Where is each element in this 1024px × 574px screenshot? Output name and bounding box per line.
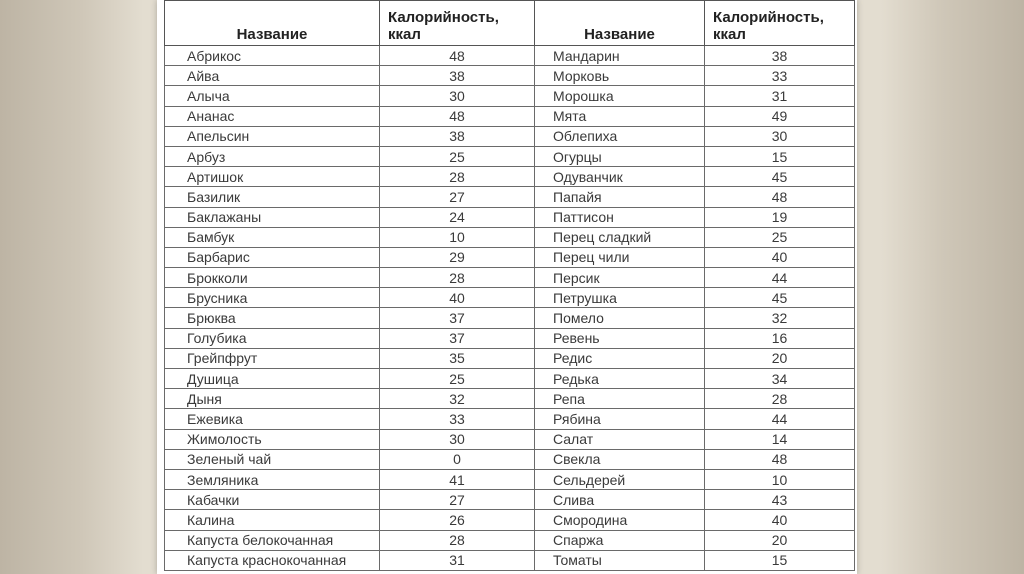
- left-calories-cell: 48: [380, 46, 535, 66]
- right-calories-cell: 40: [705, 510, 855, 530]
- left-name-cell: Барбарис: [165, 247, 380, 267]
- right-name-cell: Мята: [535, 106, 705, 126]
- left-name-cell: Баклажаны: [165, 207, 380, 227]
- right-calories-cell: 25: [705, 227, 855, 247]
- right-calories-cell: 44: [705, 409, 855, 429]
- right-calories-cell: 20: [705, 530, 855, 550]
- table-row: [165, 187, 855, 207]
- left-name-cell: Айва: [165, 66, 380, 86]
- right-name-cell: Папайя: [535, 187, 705, 207]
- left-calories-cell: 41: [380, 469, 535, 489]
- left-name-cell: Базилик: [165, 187, 380, 207]
- table-row: [165, 469, 855, 489]
- left-calories-cell: 40: [380, 288, 535, 308]
- right-name-cell: Спаржа: [535, 530, 705, 550]
- right-calories-cell: 32: [705, 308, 855, 328]
- table-row: [165, 106, 855, 126]
- table-row: [165, 207, 855, 227]
- table-row: [165, 530, 855, 550]
- left-calories-cell: 32: [380, 389, 535, 409]
- right-name-cell: Репа: [535, 389, 705, 409]
- right-name-cell: Томаты: [535, 550, 705, 570]
- right-name-cell: Перец чили: [535, 247, 705, 267]
- left-name-cell: Ежевика: [165, 409, 380, 429]
- right-calories-cell: 43: [705, 490, 855, 510]
- right-name-cell: Салат: [535, 429, 705, 449]
- left-name-cell: Брюква: [165, 308, 380, 328]
- left-name-cell: Зеленый чай: [165, 449, 380, 469]
- right-name-cell: Морковь: [535, 66, 705, 86]
- table-row: [165, 146, 855, 166]
- left-calories-cell: 25: [380, 146, 535, 166]
- left-name-cell: Капуста белокочанная: [165, 530, 380, 550]
- left-calories-cell: 28: [380, 530, 535, 550]
- right-calories-cell: 48: [705, 187, 855, 207]
- table-row: [165, 66, 855, 86]
- right-name-cell: Перец сладкий: [535, 227, 705, 247]
- left-name-cell: Абрикос: [165, 46, 380, 66]
- left-calories-cell: 25: [380, 369, 535, 389]
- right-calories-cell: 14: [705, 429, 855, 449]
- left-calories-cell: 33: [380, 409, 535, 429]
- table-row: [165, 308, 855, 328]
- table-row: [165, 227, 855, 247]
- left-name-cell: Алыча: [165, 86, 380, 106]
- right-calories-cell: 15: [705, 146, 855, 166]
- right-calories-cell: 30: [705, 126, 855, 146]
- right-calories-cell: 49: [705, 106, 855, 126]
- left-calories-cell: 38: [380, 126, 535, 146]
- right-calories-cell: 44: [705, 268, 855, 288]
- left-calories-cell: 28: [380, 167, 535, 187]
- right-name-cell: Редис: [535, 348, 705, 368]
- right-name-cell: Сельдерей: [535, 469, 705, 489]
- table-row: [165, 328, 855, 348]
- table-row: [165, 288, 855, 308]
- right-calories-cell: 19: [705, 207, 855, 227]
- right-name-cell: Огурцы: [535, 146, 705, 166]
- right-name-cell: Свекла: [535, 449, 705, 469]
- right-calories-cell: 31: [705, 86, 855, 106]
- right-name-cell: Смородина: [535, 510, 705, 530]
- left-name-cell: Капуста краснокочанная: [165, 550, 380, 570]
- left-calories-cell: 28: [380, 268, 535, 288]
- left-calories-cell: 38: [380, 66, 535, 86]
- table-header: [165, 1, 855, 46]
- slide-sheet: [157, 0, 857, 574]
- table-row: [165, 510, 855, 530]
- table-row: [165, 369, 855, 389]
- left-name-cell: Голубика: [165, 328, 380, 348]
- header-row: [165, 1, 855, 46]
- left-name-cell: Калина: [165, 510, 380, 530]
- right-calories-cell: 16: [705, 328, 855, 348]
- right-name-cell: Редька: [535, 369, 705, 389]
- right-calories-cell: 15: [705, 550, 855, 570]
- left-calories-cell: 30: [380, 86, 535, 106]
- left-calories-cell: 29: [380, 247, 535, 267]
- left-name-cell: Грейпфрут: [165, 348, 380, 368]
- right-name-cell: Ревень: [535, 328, 705, 348]
- right-name-cell: Мандарин: [535, 46, 705, 66]
- right-calories-cell: 48: [705, 449, 855, 469]
- right-calories-cell: 28: [705, 389, 855, 409]
- left-name-cell: Ананас: [165, 106, 380, 126]
- right-calories-cell: 34: [705, 369, 855, 389]
- right-name-cell: Персик: [535, 268, 705, 288]
- right-calories-cell: 40: [705, 247, 855, 267]
- table-body: [165, 46, 855, 571]
- left-calories-cell: 26: [380, 510, 535, 530]
- column-header-calories-right: Калорийность, ккал: [705, 1, 855, 46]
- left-name-cell: Земляника: [165, 469, 380, 489]
- left-calories-cell: 0: [380, 449, 535, 469]
- right-name-cell: Одуванчик: [535, 167, 705, 187]
- left-calories-cell: 27: [380, 187, 535, 207]
- left-name-cell: Кабачки: [165, 490, 380, 510]
- left-name-cell: Душица: [165, 369, 380, 389]
- left-name-cell: Жимолость: [165, 429, 380, 449]
- right-calories-cell: 10: [705, 469, 855, 489]
- table-row: [165, 550, 855, 570]
- left-name-cell: Брокколи: [165, 268, 380, 288]
- table-row: [165, 429, 855, 449]
- right-name-cell: Петрушка: [535, 288, 705, 308]
- right-name-cell: Помело: [535, 308, 705, 328]
- left-calories-cell: 37: [380, 308, 535, 328]
- right-calories-cell: 45: [705, 167, 855, 187]
- left-calories-cell: 35: [380, 348, 535, 368]
- column-header-name-left: Название: [165, 1, 380, 46]
- right-calories-cell: 38: [705, 46, 855, 66]
- left-calories-cell: 27: [380, 490, 535, 510]
- table-row: [165, 409, 855, 429]
- left-name-cell: Апельсин: [165, 126, 380, 146]
- right-calories-cell: 33: [705, 66, 855, 86]
- right-name-cell: Рябина: [535, 409, 705, 429]
- table-row: [165, 167, 855, 187]
- right-name-cell: Паттисон: [535, 207, 705, 227]
- table-row: [165, 268, 855, 288]
- right-calories-cell: 20: [705, 348, 855, 368]
- left-calories-cell: 37: [380, 328, 535, 348]
- left-name-cell: Арбуз: [165, 146, 380, 166]
- left-calories-cell: 24: [380, 207, 535, 227]
- table-row: [165, 490, 855, 510]
- left-name-cell: Брусника: [165, 288, 380, 308]
- table-row: [165, 348, 855, 368]
- table-row: [165, 46, 855, 66]
- table-row: [165, 389, 855, 409]
- left-name-cell: Артишок: [165, 167, 380, 187]
- left-calories-cell: 31: [380, 550, 535, 570]
- table-row: [165, 86, 855, 106]
- table-row: [165, 247, 855, 267]
- column-header-name-right: Название: [535, 1, 705, 46]
- left-calories-cell: 10: [380, 227, 535, 247]
- left-name-cell: Бамбук: [165, 227, 380, 247]
- calorie-table: [164, 0, 855, 571]
- right-name-cell: Облепиха: [535, 126, 705, 146]
- left-calories-cell: 48: [380, 106, 535, 126]
- table-row: [165, 449, 855, 469]
- right-name-cell: Слива: [535, 490, 705, 510]
- left-calories-cell: 30: [380, 429, 535, 449]
- column-header-calories-left: Калорийность, ккал: [380, 1, 535, 46]
- table-row: [165, 126, 855, 146]
- right-calories-cell: 45: [705, 288, 855, 308]
- left-name-cell: Дыня: [165, 389, 380, 409]
- right-name-cell: Морошка: [535, 86, 705, 106]
